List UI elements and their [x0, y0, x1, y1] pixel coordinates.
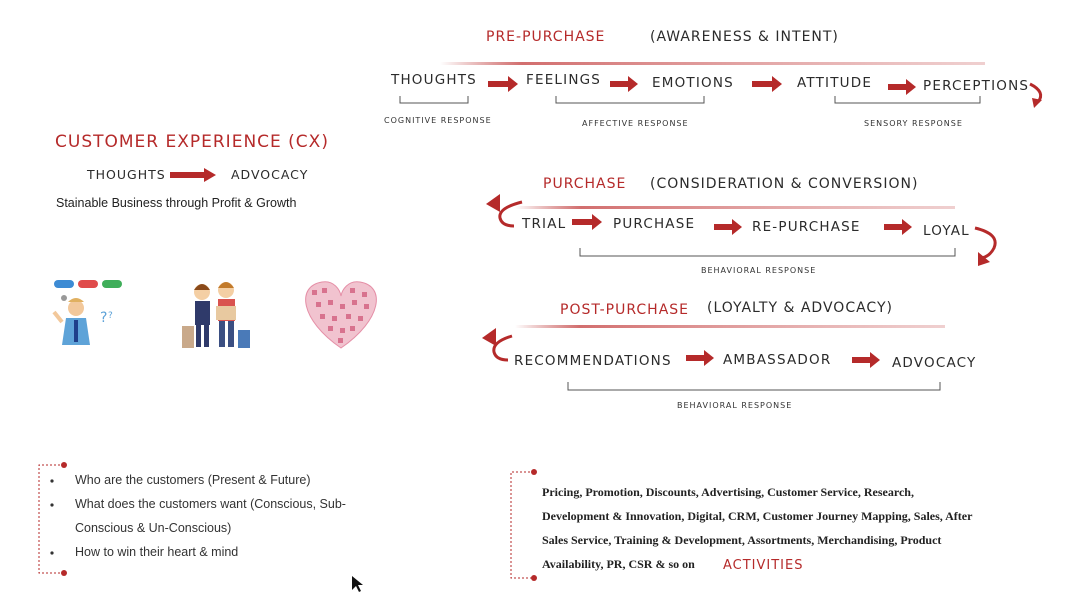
- response-affective: AFFECTIVE RESPONSE: [582, 119, 689, 128]
- arrow-feelings-emotions: [610, 76, 638, 92]
- step-thoughts: THOUGHTS: [391, 72, 477, 88]
- step-recommendations: RECOMMENDATIONS: [514, 353, 672, 369]
- activities-line: Availability, PR, CSR & so on: [542, 557, 695, 571]
- arrow-recommendations-ambassador: [686, 350, 714, 366]
- step-loyal: LOYAL: [923, 223, 970, 239]
- arrow-ambassador-advocacy: [852, 352, 880, 368]
- shopping-couple-icon: [182, 282, 250, 348]
- mouse-cursor-icon: [352, 576, 363, 592]
- curve-arrow-left-1: [500, 202, 522, 226]
- bracket-affective: [556, 96, 704, 103]
- step-perceptions: PERCEPTIONS: [923, 78, 1030, 94]
- svg-text:?: ?: [108, 311, 113, 321]
- arrow-repurchase-loyal: [884, 219, 912, 235]
- arrow-emotions-attitude: [752, 76, 782, 92]
- post-separator-line: [515, 325, 945, 328]
- bullet-dot: [50, 551, 53, 554]
- activities-line: Sales Service, Training & Development, Assortments, Merchandising, Product: [542, 533, 942, 547]
- bullet-dot: [50, 503, 53, 506]
- response-sensory: SENSORY RESPONSE: [864, 119, 963, 128]
- arrow-thoughts-feelings: [488, 76, 518, 92]
- pre-purchase-title: PRE-PURCHASE: [486, 29, 606, 45]
- thinking-person-icon: [54, 280, 122, 345]
- heart-collage-icon: [306, 282, 377, 348]
- arrow-thoughts-advocacy: [170, 168, 216, 182]
- purchase-subtitle: (CONSIDERATION & CONVERSION): [650, 176, 919, 192]
- post-purchase-title: POST-PURCHASE: [560, 302, 689, 318]
- step-attitude: ATTITUDE: [797, 75, 873, 91]
- bullet-item: What does the customers want (Conscious, Sub-: [75, 497, 346, 511]
- pre-purchase-subtitle: (AWARENESS & INTENT): [650, 29, 839, 45]
- activities-line: Development & Innovation, Digital, CRM, Customer Journey Mapping, Sales, After: [542, 509, 973, 523]
- activities-label: ACTIVITIES: [723, 558, 804, 573]
- step-ambassador: AMBASSADOR: [723, 352, 832, 368]
- response-behavioral-purchase: BEHAVIORAL RESPONSE: [701, 266, 817, 275]
- arrow-trial-purchase: [572, 214, 602, 230]
- step-repurchase: RE-PURCHASE: [752, 219, 861, 235]
- bullet-item: Conscious & Un-Conscious): [75, 521, 232, 535]
- response-cognitive: COGNITIVE RESPONSE: [384, 116, 492, 125]
- post-purchase-subtitle: (LOYALTY & ADVOCACY): [707, 300, 893, 316]
- step-purchase: PURCHASE: [613, 216, 696, 232]
- activities-bracket: [511, 472, 534, 578]
- cx-title: CUSTOMER EXPERIENCE (CX): [55, 132, 329, 152]
- step-emotions: EMOTIONS: [652, 75, 734, 91]
- bracket-cognitive: [400, 96, 468, 103]
- cx-flow-from: THOUGHTS: [87, 167, 166, 182]
- response-behavioral-post: BEHAVIORAL RESPONSE: [677, 401, 793, 410]
- step-trial: TRIAL: [522, 216, 567, 232]
- purchase-title: PURCHASE: [543, 176, 627, 192]
- bracket-behavioral-2: [568, 382, 940, 390]
- step-feelings: FEELINGS: [526, 72, 602, 88]
- step-advocacy: ADVOCACY: [892, 355, 977, 371]
- cx-tagline: Stainable Business through Profit & Growth: [56, 196, 297, 210]
- curve-arrow-left-2: [494, 336, 512, 360]
- bullet-dot: [50, 479, 53, 482]
- bullet-item: How to win their heart & mind: [75, 545, 239, 559]
- arrow-purchase-repurchase: [714, 219, 742, 235]
- bullet-item: Who are the customers (Present & Future): [75, 473, 311, 487]
- bracket-sensory: [835, 96, 980, 103]
- bracket-behavioral-1: [580, 248, 955, 256]
- purchase-separator-line: [515, 206, 955, 209]
- cx-flow-to: ADVOCACY: [231, 167, 309, 182]
- arrow-attitude-perceptions: [888, 79, 916, 95]
- svg-text:?: ?: [100, 310, 108, 326]
- pre-separator-line: [440, 62, 985, 65]
- activities-line: Pricing, Promotion, Discounts, Advertising, Customer Service, Research,: [542, 485, 914, 499]
